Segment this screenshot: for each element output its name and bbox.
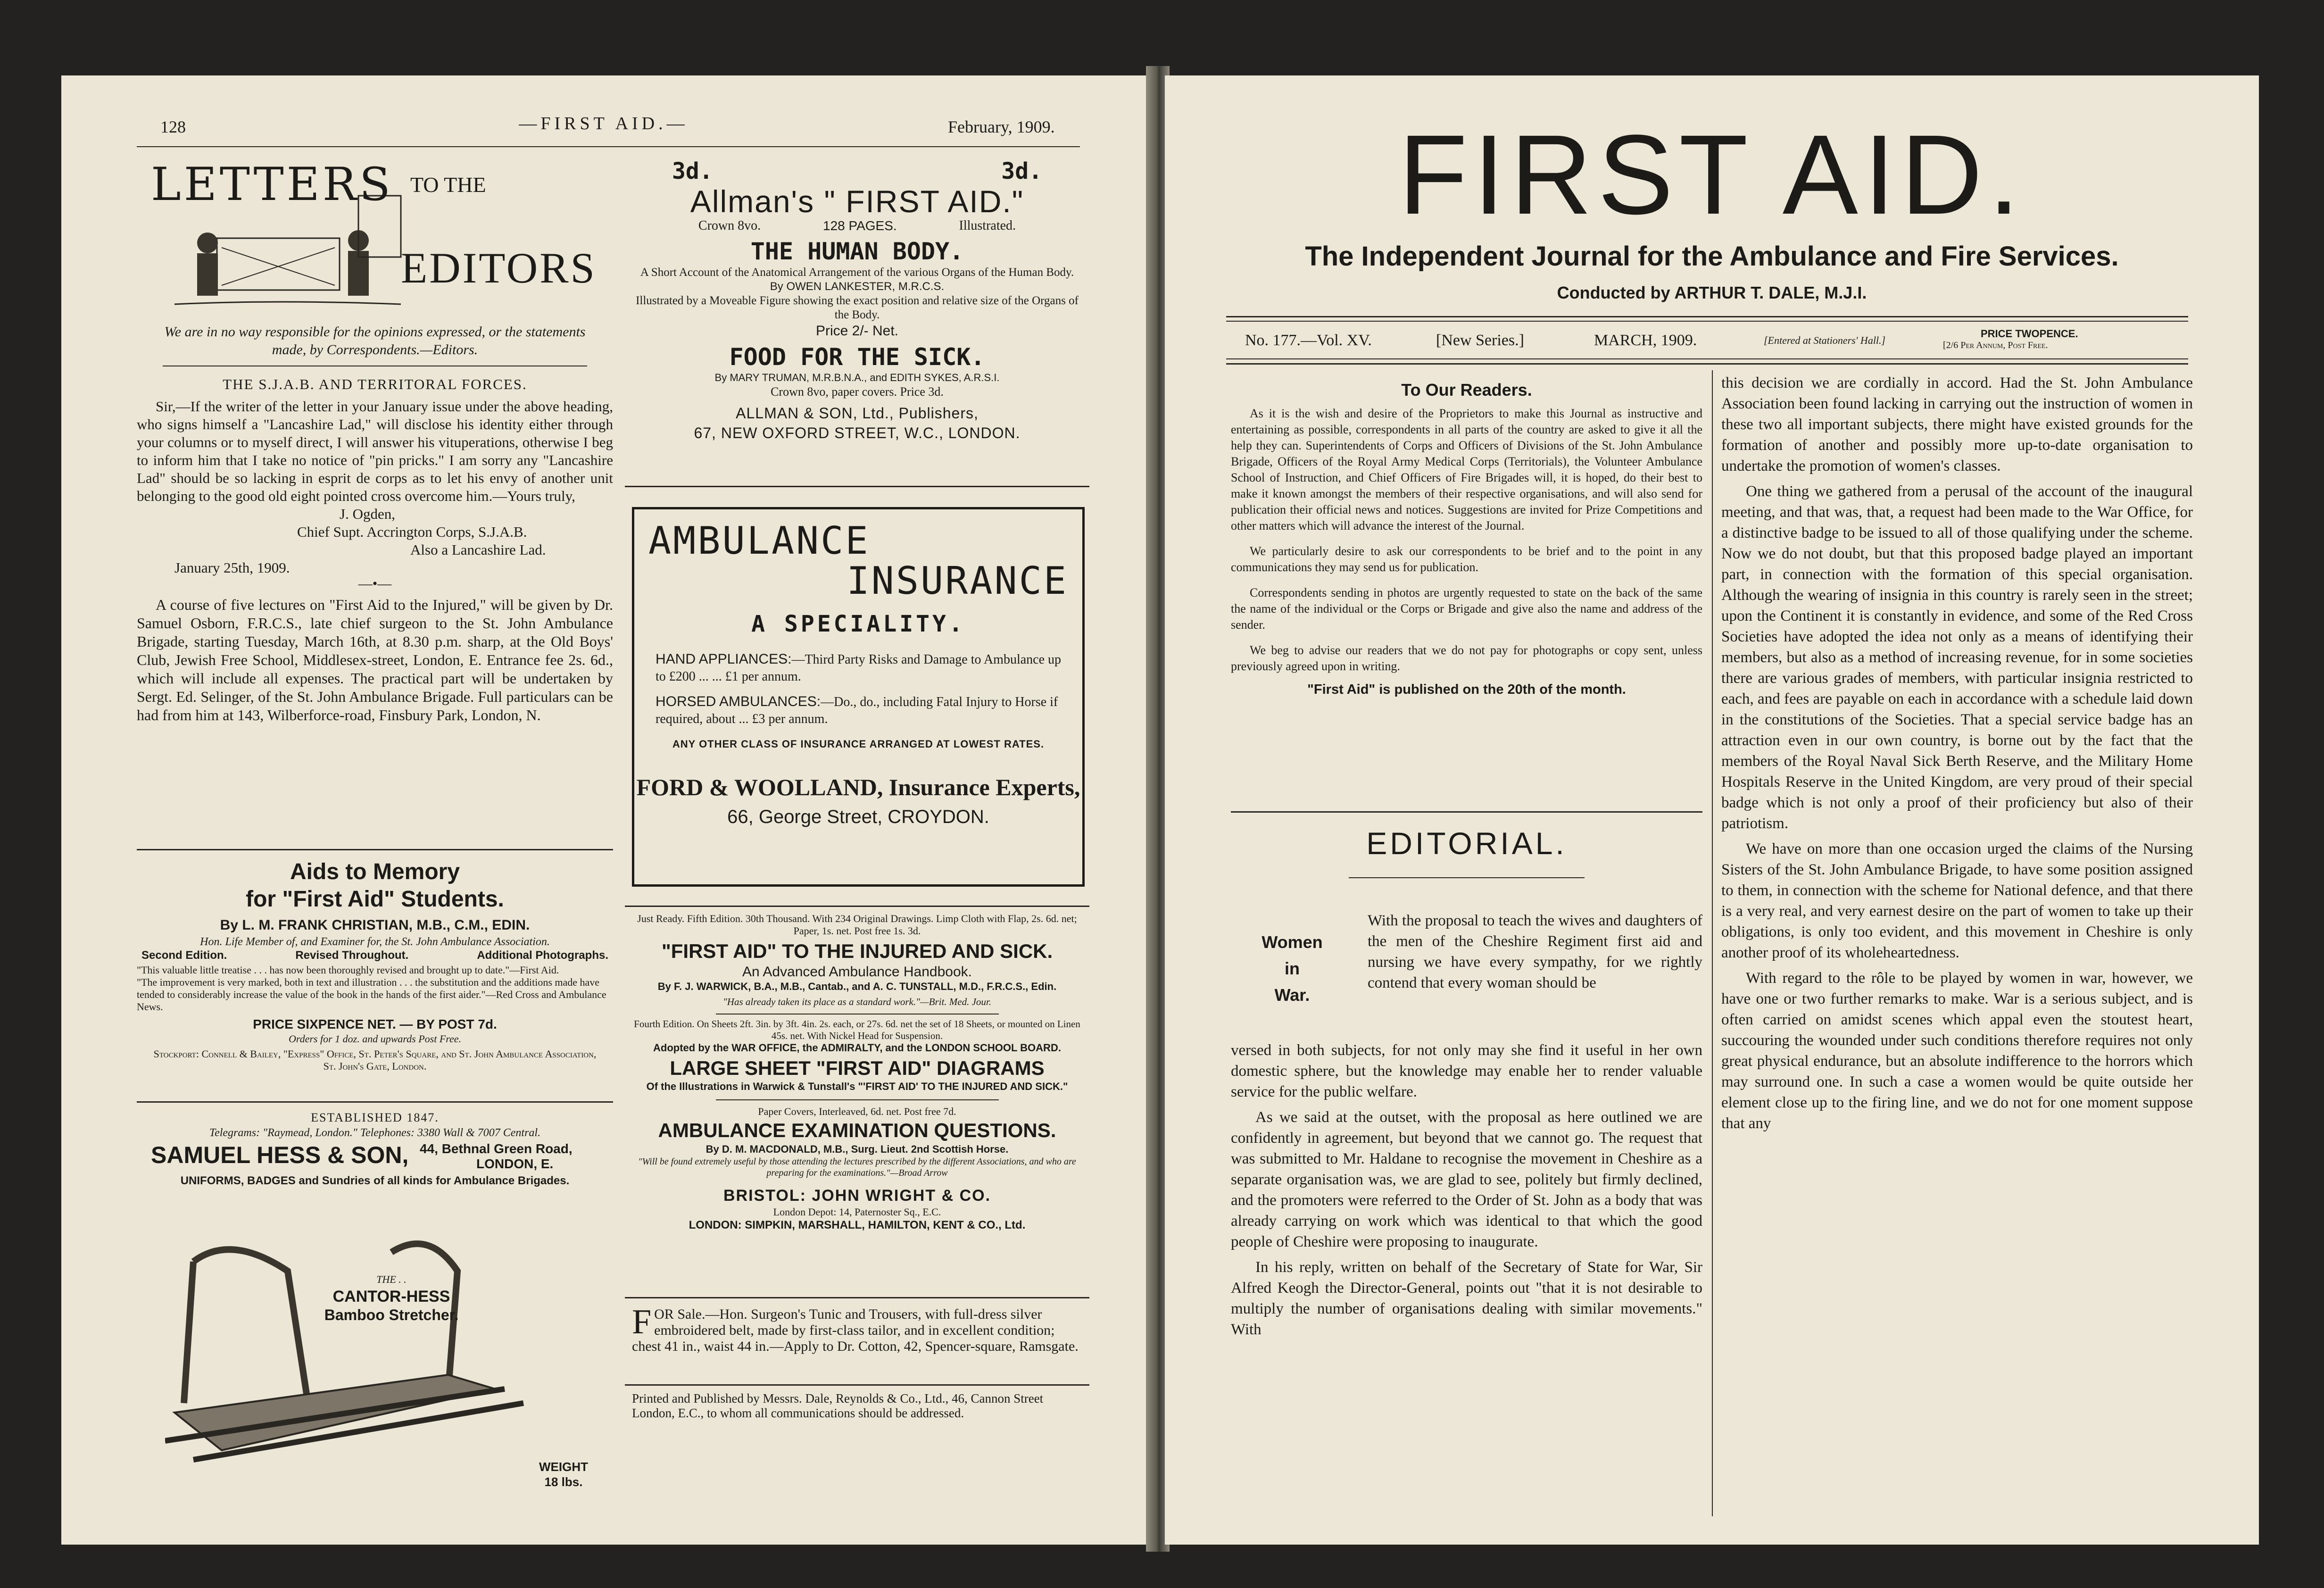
editors-heading: EDITORS xyxy=(401,244,597,292)
horsed-text: —Do., do., including Fatal Injury to Horse if required, about ... £3 per annum. xyxy=(656,695,1058,726)
diagrams-title: LARGE SHEET "FIRST AID" DIAGRAMS xyxy=(670,1057,1045,1079)
aids-author: By L. M. FRANK CHRISTIAN, M.B., C.M., EDIN. xyxy=(220,917,530,933)
allman-format-right: Illustrated. xyxy=(959,218,1016,233)
stretcher-illustration xyxy=(165,1233,552,1488)
human-body-illustrated: Illustrated by a Moveable Figure showing the exact position and relative size of the Organs of the Body. xyxy=(636,294,1079,321)
signature-title: Chief Supt. Accrington Corps, S.J.A.B. xyxy=(297,524,527,540)
side-war: War. xyxy=(1274,985,1310,1005)
side-in: in xyxy=(1285,959,1300,978)
wright-ready: Just Ready. Fifth Edition. 30th Thousand. With 234 Original Drawings. Limp Cloth with Flap, 2s. 6d. net; Paper, 1s. net. Post free 1s. 3d. xyxy=(637,913,1077,937)
editorial-col2-para-3: We have on more than one occasion urged the claims of the Nursing Sisters of the St. John Ambulance Brigade, to have some position assigned to them, in connection with the scheme for National defence, and that there is a very real, and very earnest desire on the part of women to take up their obligations, is only too evident, and this movement in Cheshire is only another proof of its wholeheartedness. xyxy=(1721,840,2193,961)
food-sick-format: Crown 8vo, paper covers. Price 3d. xyxy=(771,385,944,399)
for-sale-initial: F xyxy=(632,1303,652,1341)
hess-product-name: CANTOR-HESS xyxy=(332,1288,450,1305)
wright-ad xyxy=(627,913,1087,1232)
wright-adopted: Adopted by the WAR OFFICE, the ADMIRALTY, and the LONDON SCHOOL BOARD. xyxy=(653,1042,1061,1054)
aids-price: PRICE SIXPENCE NET. — BY POST 7d. xyxy=(253,1017,497,1031)
wright-subtitle: An Advanced Ambulance Handbook. xyxy=(742,964,972,980)
letter-title: THE S.J.A.B. AND TERRITORAL FORCES. xyxy=(223,376,527,392)
editorial-side-heading xyxy=(1231,929,1353,1008)
hess-product-the: THE . . xyxy=(376,1273,407,1285)
hess-tagline: UNIFORMS, BADGES and Sundries of all kinds for Ambulance Brigades. xyxy=(180,1174,570,1187)
page-number: 128 xyxy=(160,117,186,136)
editorial-column-2 xyxy=(1721,373,2193,1134)
insurance-title-1: AMBULANCE xyxy=(648,519,870,563)
insurance-other: ANY OTHER CLASS OF INSURANCE ARRANGED AT LOWEST RATES. xyxy=(672,738,1045,750)
wright-review: "Has already taken its place as a standard work."—Brit. Med. Jour. xyxy=(722,996,992,1007)
editorial-column-1 xyxy=(1231,1040,1702,1340)
exam-review: "Will be found extremely useful by those attending the lectures prescribed by the different Associations, and who are preparing for the examinations."—Broad Arrow xyxy=(638,1156,1076,1178)
ornament-divider: —•— xyxy=(358,576,392,591)
wright-london-agents: LONDON: SIMPKIN, MARSHALL, HAMILTON, KENT & CO., Ltd. xyxy=(689,1219,1026,1231)
signature-also: Also a Lancashire Lad. xyxy=(410,541,546,558)
editorial-para-3: In his reply, written on behalf of the Secretary of State for War, Sir Alfred Keogh the Director-General, points out "that it is not desirable to multiply the number of organisations dealing with similar movements." With xyxy=(1231,1259,1702,1338)
insurance-speciality: A SPECIALITY. xyxy=(751,611,965,637)
issue-number: No. 177.—Vol. XV. xyxy=(1245,332,1372,349)
exam-title: AMBULANCE EXAMINATION QUESTIONS. xyxy=(658,1119,1056,1141)
allman-address: 67, NEW OXFORD STREET, W.C., LONDON. xyxy=(694,424,1021,441)
insurance-firm: FORD & WOOLLAND, Insurance Experts, xyxy=(636,774,1080,800)
aids-quote-2: "The improvement is very marked, both in text and illustration . . . the substitution and the additions made have tended to considerably increase the value of the book in the hands of the first aider."—Red Cross and Ambulance News. xyxy=(137,976,606,1013)
letter-date: January 25th, 1909. xyxy=(174,559,290,576)
human-body-author: By OWEN LANKESTER, M.R.C.S. xyxy=(770,280,945,293)
to-readers-section xyxy=(1231,377,1702,700)
issue-price: PRICE TWOPENCE. xyxy=(1981,328,2078,340)
disclaimer: We are in no way responsible for the opinions expressed, or the statements made, by Correspondents.—Editors. xyxy=(164,324,586,358)
hess-address-1: 44, Bethnal Green Road, xyxy=(420,1141,573,1156)
hess-name: SAMUEL HESS & SON, xyxy=(151,1142,409,1168)
aids-title-1: Aids to Memory xyxy=(290,859,460,884)
aids-edition-row xyxy=(137,949,613,962)
wright-authors: By F. J. WARWICK, B.A., M.B., Cantab., and A. C. TUNSTALL, M.D., F.R.C.S., Edin. xyxy=(657,981,1057,992)
wright-title: "FIRST AID" TO THE INJURED AND SICK. xyxy=(661,940,1053,962)
editorial-para-1: versed in both subjects, for not only may she find it useful in her own domestic sphere, but the knowledge may enable her to render valuable service for the public welfare. xyxy=(1231,1042,1702,1100)
horsed-ambulances xyxy=(656,693,1061,728)
running-title: —FIRST AID.— xyxy=(519,114,689,133)
lectures-notice: A course of five lectures on "First Aid to the Injured," will be given by Dr. Samuel Osborn, F.R.C.S., late chief surgeon to the St. John Ambulance Brigade, starting Tuesday, March 16th, at 8.30 p.m. sharp, at the Old Boys' Club, Jewish Free School, Middlesex-street, London, E. Entrance fee 2s. 6d., which will include all expenses. The practical part will be undertaken by Sergt. Ed. Selinger, of the St. John Ambulance Brigade. Full particulars can be had from him at 143, Wilberforce-road, Finsbury Park, London, N. xyxy=(137,596,613,723)
wright-london-depot: London Depot: 14, Paternoster Sq., E.C. xyxy=(773,1206,941,1218)
right-page xyxy=(1165,75,2259,1545)
hess-established: ESTABLISHED 1847. xyxy=(311,1111,439,1124)
aids-edition-left: Second Edition. xyxy=(141,949,227,962)
editorial-col2-para-1: this decision we are cordially in accord. Had the St. John Ambulance Association been found lacking in carrying out the instruction of women in these two all important subjects, there might have existed grounds for the formation of another and possibly more up-to-date organisation to undertake the promotion of women's classes. xyxy=(1721,374,2193,474)
human-body-title: THE HUMAN BODY. xyxy=(750,238,964,265)
to-the-heading: TO THE xyxy=(410,173,486,197)
letter-body: Sir,—If the writer of the letter in your January issue under the above heading, who signs himself a "Lancashire Lad," will disclose his identity either through your columns or to myself direct, I will answer his vituperations, otherwise I beg to inform him that I take no notice of "pin pricks." I am sorry any "Lancashire Lad" should be so lacking in esprit de corps as to let his envy of another unit belonging to the good old eight pointed cross overcome him.—Yours truly, xyxy=(137,398,613,504)
issue-entered: [Entered at Stationers' Hall.] xyxy=(1764,334,1886,346)
issue-series: [New Series.] xyxy=(1436,332,1524,349)
for-sale-text: OR Sale.—Hon. Surgeon's Tunic and Trousers, with full-dress silver embroidered belt, made by first-class tailor, and in excellent condition; chest 41 in., waist 44 in.—Apply to Dr. Cotton, 42, Spencer-square, Ramsgate. xyxy=(632,1306,1079,1354)
side-women: Women xyxy=(1262,932,1323,952)
letters-heading: LETTERS xyxy=(151,158,393,211)
conducted-by: Conducted by ARTHUR T. DALE, M.J.I. xyxy=(1557,283,1867,302)
wright-fourth-edition: Fourth Edition. On Sheets 2ft. 3in. by 3ft. 4in. 2s. each, or 27s. 6d. net the set of 18 Sheets, or mounted on Linen 45s. net. With Nickel Head for Suspension. xyxy=(634,1018,1080,1041)
allman-price-right: 3d. xyxy=(1001,158,1042,184)
hand-text: —Third Party Risks and Damage to Ambulance up to £200 ... ... £1 per annum. xyxy=(656,652,1062,684)
horsed-label: HORSED AMBULANCES: xyxy=(656,694,821,709)
imprint: Printed and Published by Messrs. Dale, Reynolds & Co., Ltd., 46, Cannon Street London, E.C., to whom all communications should be addressed. xyxy=(632,1391,1044,1420)
food-sick-authors: By MARY TRUMAN, M.R.B.N.A., and EDITH SYKES, A.R.S.I. xyxy=(714,372,1000,383)
masthead-title: FIRST AID. xyxy=(1398,111,2025,238)
insurance-ad xyxy=(632,507,1085,887)
aids-orders: Orders for 1 doz. and upwards Post Free. xyxy=(288,1033,462,1045)
allman-title: Allman's " FIRST AID." xyxy=(690,184,1024,219)
to-readers-para-1: As it is the wish and desire of the Proprietors to make this Journal as instructive and entertaining as possible, correspondents in all parts of the country are asked to give it all the help they can. Superintendents of Corps and Officers of Divisions of the St. John Ambulance Brigade, Officers of the Royal Army Medical Corps (Territorials), the Volunteer Ambulance School of Instruction, and Chief Officers of Fire Brigades will, it is hoped, do their best to make it known amongst the members of their respective organisations, and will also send for publication their official news and notices. Suggestions are invited for Prize Competitions and other matters which will advance the interest of the Journal. xyxy=(1231,407,1702,532)
signature-name: J. Ogden, xyxy=(340,506,395,522)
insurance-address: 66, George Street, CROYDON. xyxy=(727,806,989,827)
hess-weight-value: 18 lbs. xyxy=(544,1475,583,1489)
column-divider xyxy=(1712,370,1713,1516)
editorial-heading: EDITORIAL. xyxy=(1366,826,1567,861)
to-readers-para-2: We particularly desire to ask our correspondents to be brief and to the point in any communications they may send us for publication. xyxy=(1231,544,1702,574)
aids-edition-right: Additional Photographs. xyxy=(477,949,608,962)
hess-weight-label: WEIGHT xyxy=(539,1460,588,1474)
allman-format-mid: 128 PAGES. xyxy=(823,218,897,233)
exam-author: By D. M. MACDONALD, M.B., Surg. Lieut. 2nd Scottish Horse. xyxy=(706,1143,1009,1155)
aids-quote-1: "This valuable little treatise . . . has now been thoroughly revised and brought up to date."—First Aid. xyxy=(137,964,559,976)
letters-section xyxy=(137,158,613,724)
aids-title-2: for "First Aid" Students. xyxy=(246,887,504,912)
aids-to-memory-ad xyxy=(137,858,613,1073)
to-readers-heading: To Our Readers. xyxy=(1401,380,1532,399)
exam-paper-covers: Paper Covers, Interleaved, 6d. net. Post free 7d. xyxy=(758,1106,956,1117)
allman-price-left: 3d. xyxy=(672,158,713,184)
editorial-para-2: As we said at the outset, with the proposal as here outlined we are confidently in agreement, but beyond that we cannot go. The request that was submitted to Mr. Haldane to recognise the movement in Cheshire as a separate organisation was, we are glad to see, politely but firmly declined, and the promoters were referred to the Order of St. John as a body that was already carrying on work which was identical to that which the good people of Cheshire were proposing to inaugurate. xyxy=(1231,1109,1702,1250)
header-date: February, 1909. xyxy=(948,117,1055,136)
hand-appliances xyxy=(656,651,1061,685)
hess-telegrams: Telegrams: "Raymead, London." Telephones: 3380 Wall & 7007 Central. xyxy=(209,1127,541,1139)
left-page xyxy=(61,75,1151,1545)
issue-date: MARCH, 1909. xyxy=(1594,332,1697,349)
for-sale-notice xyxy=(632,1303,1085,1355)
editorial-col2-para-2: One thing we gathered from a perusal of the account of the inaugural meeting, and that was, that, a request had been made to the War Office, for a distinctive badge to be issued to all of those qualifying under the scheme. Now we do not doubt, but that this proposed badge played an important part, in connection with the formation of this special organisation. Although the wearing of insignia in this country is rarely seen in the street; upon the Continent it is constantly in evidence, and some of the Red Cross Societies have adopted the idea not only as a means of identifying their members, but also as a method of increasing revenue, for in some societies there are various grades of members, with particular insignia restricted to each, and fees are payable on each in accordance with a schedule laid down in the constitutions of the Societies. That a special service badge has an attraction even in our own country, is borne out by the fact that the members of the Royal Naval Sick Berth Reserve, and the Military Home Hospitals Reserve in the United Kingdom, are very proud of their special badge which is not only a proof of their proficiency but also of their patriotism. xyxy=(1721,483,2193,832)
allman-ad xyxy=(625,158,1089,443)
wright-bristol: BRISTOL: JOHN WRIGHT & CO. xyxy=(723,1187,991,1205)
to-readers-para-3: Correspondents sending in photos are urgently requested to state on the back of the same the name of the individual or the Corps or Brigade and give also the name and address of the sender. xyxy=(1231,586,1702,632)
issue-annual: [2/6 Per Annum, Post Free. xyxy=(1943,340,2048,350)
hess-address-2: LONDON, E. xyxy=(476,1156,554,1171)
editorial-col2-para-4: With regard to the rôle to be played by women in war, however, we have one or two further remarks to make. War is a serious subject, and is often carried on amidst scenes which appal even the stoutest heart, succouring the wounded under such conditions therefore requires not only great physical endurance, but an absolute indifference to the horrors which may surround one. In such a case a women would be quite outside her element close up to the firing line, and we do not for one moment suppose that any xyxy=(1721,970,2193,1132)
allman-format-left: Crown 8vo. xyxy=(698,218,761,233)
published-notice: "First Aid" is published on the 20th of the month. xyxy=(1307,682,1626,697)
insurance-title-2: INSURANCE xyxy=(847,559,1068,603)
editorial-opening: With the proposal to teach the wives and daughters of the men of the Cheshire Regiment first aid and nursing we have every sympathy, for we rightly contend that every woman should be xyxy=(1368,912,1702,991)
food-sick-title: FOOD FOR THE SICK. xyxy=(729,343,985,371)
issue-bar xyxy=(1245,328,2188,356)
hand-label: HAND APPLIANCES: xyxy=(656,651,792,667)
hess-product-type: Bamboo Stretcher. xyxy=(324,1306,459,1323)
human-body-price: Price 2/- Net. xyxy=(815,323,899,339)
aids-author-note: Hon. Life Member of, and Examiner for, the St. John Ambulance Association. xyxy=(200,936,550,948)
letters-heading-art xyxy=(137,158,613,361)
human-body-desc: A Short Account of the Anatomical Arrangement of the various Organs of the Human Body. xyxy=(640,266,1074,279)
to-readers-para-4: We beg to advise our readers that we do not pay for photographs or copy sent, unless previously agreed upon in writing. xyxy=(1231,643,1702,673)
allman-publisher: ALLMAN & SON, Ltd., Publishers, xyxy=(736,405,979,422)
aids-publisher: Stockport: Connell & Bailey, "Express" Office, St. Peter's Square, and St. John Ambulance Association, St. John's Gate, London. xyxy=(153,1048,597,1072)
diagrams-desc: Of the Illustrations in Warwick & Tunstall's "'FIRST AID' TO THE INJURED AND SICK." xyxy=(646,1081,1068,1092)
aids-edition-mid: Revised Throughout. xyxy=(295,949,409,962)
masthead-subtitle: The Independent Journal for the Ambulance and Fire Services. xyxy=(1305,241,2119,272)
hess-ad xyxy=(137,1111,613,1497)
